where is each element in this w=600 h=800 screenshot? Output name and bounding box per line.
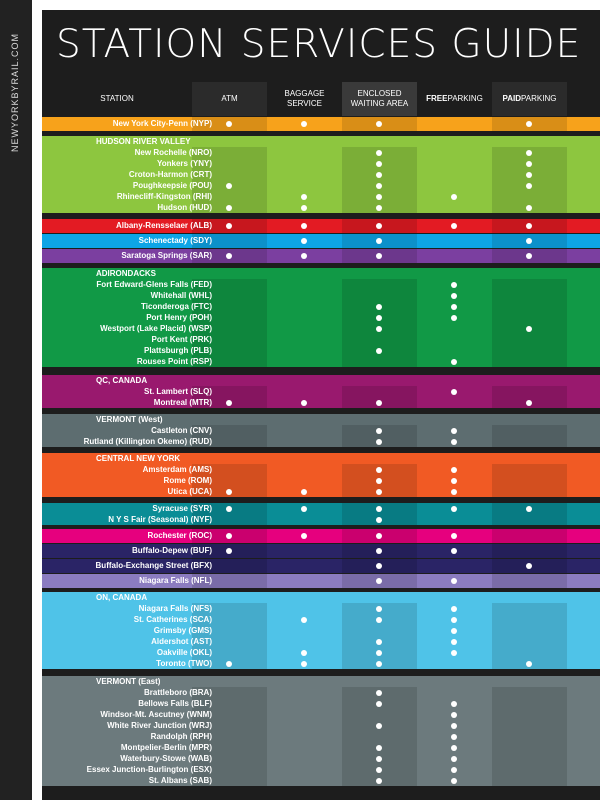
column-shade [492,625,567,636]
station-row [42,117,600,131]
column-shade [492,386,567,397]
column-shade [492,425,567,436]
station-row [42,742,600,753]
service-dot-paid [526,172,532,178]
service-dot-enc [376,238,382,244]
station-row [42,731,600,742]
station-row [42,647,600,658]
region-name: CENTRAL NEW YORK [96,454,181,463]
station-name: Windsor-Mt. Ascutney (WNM) [100,710,212,719]
column-shade [492,290,567,301]
service-dot-free [451,756,457,762]
service-dot-free [451,282,457,288]
service-dot-atm [226,661,232,667]
column-shade [342,279,417,290]
station-row [42,475,600,486]
station-row [42,334,600,345]
station-row [42,614,600,625]
service-dot-enc [376,533,382,539]
column-shade [492,529,567,543]
station-name: Poughkeepsie (POU) [132,181,212,190]
column-shade [492,709,567,720]
service-dot-enc [376,304,382,310]
station-row [42,234,600,248]
region-header-row [42,375,600,386]
service-dot-enc [376,161,382,167]
column-shade [342,334,417,345]
service-dot-atm [226,183,232,189]
station-row [42,180,600,191]
station-name: New Rochelle (NRO) [134,148,212,157]
station-name: Bellows Falls (BLF) [138,699,212,708]
station-row [42,356,600,367]
service-dot-bag [301,253,307,259]
column-shade [492,464,567,475]
service-dot-bag [301,194,307,200]
service-dot-enc [376,194,382,200]
station-row [42,559,600,573]
station-row [42,709,600,720]
station-row [42,202,600,213]
station-row [42,658,600,669]
service-dot-bag [301,121,307,127]
station-row [42,169,600,180]
station-row [42,279,600,290]
column-shade [492,345,567,356]
service-dot-bag [301,661,307,667]
column-shade [492,475,567,486]
service-dot-atm [226,400,232,406]
header-paid-bold: PAID [502,94,522,103]
column-shade [492,720,567,731]
station-name: Rhinecliff-Kingston (RHI) [116,192,212,201]
column-shade [492,636,567,647]
service-dot-enc [376,400,382,406]
header-paid-rest: PARKING [521,94,557,103]
service-dot-enc [376,326,382,332]
column-shade [342,625,417,636]
station-name: Niagara Falls (NFS) [138,604,212,613]
station-name: New York City-Penn (NYP) [112,119,212,128]
column-shade [492,775,567,786]
service-dot-paid [526,161,532,167]
service-dot-bag [301,205,307,211]
column-shade [492,436,567,447]
service-dot-free [451,606,457,612]
column-shade [492,334,567,345]
service-dot-free [451,639,457,645]
column-shade [342,709,417,720]
service-dot-free [451,194,457,200]
service-dot-enc [376,756,382,762]
service-dot-free [451,745,457,751]
service-dot-free [451,467,457,473]
station-row [42,219,600,233]
column-shade [492,544,567,558]
service-dot-atm [226,223,232,229]
station-name: Syracuse (SYR) [152,504,212,513]
station-row [42,753,600,764]
service-dot-paid [526,238,532,244]
service-dot-paid [526,326,532,332]
service-dot-paid [526,563,532,569]
station-name: Montreal (MTR) [153,398,212,407]
station-name: Schenectady (SDY) [138,236,212,245]
station-name: Rochester (ROC) [147,531,212,540]
station-name: Buffalo-Depew (BUF) [132,546,212,555]
service-dot-atm [226,548,232,554]
service-dot-enc [376,478,382,484]
station-row [42,764,600,775]
region-name: ON, CANADA [96,593,148,602]
station-row [42,158,600,169]
service-dot-free [451,293,457,299]
service-dot-free [451,315,457,321]
service-dot-enc [376,439,382,445]
service-dot-enc [376,563,382,569]
station-name: Port Kent (PRK) [151,335,212,344]
service-dot-bag [301,533,307,539]
station-name: Niagara Falls (NFL) [139,576,212,585]
region-name: HUDSON RIVER VALLEY [96,137,191,146]
column-shade [492,356,567,367]
service-dot-free [451,223,457,229]
table-header [42,82,600,116]
station-row [42,514,600,525]
station-name: Essex Junction-Burlington (ESX) [86,765,212,774]
service-dot-enc [376,428,382,434]
station-name: Toronto (TWO) [156,659,212,668]
region-name: VERMONT (East) [96,677,161,686]
service-dot-atm [226,533,232,539]
station-name: Utica (UCA) [167,487,212,496]
column-shade [492,687,567,698]
service-dot-bag [301,506,307,512]
service-dot-enc [376,578,382,584]
station-name: Brattleboro (BRA) [144,688,212,697]
service-dot-enc [376,650,382,656]
service-dot-bag [301,238,307,244]
column-shade [492,698,567,709]
column-shade [492,742,567,753]
column-shade [492,753,567,764]
service-dot-free [451,304,457,310]
station-name: Grimsby (GMS) [153,626,212,635]
station-row [42,301,600,312]
station-name: Aldershot (AST) [151,637,212,646]
station-row [42,345,600,356]
station-name: N Y S Fair (Seasonal) (NYF) [108,515,212,524]
station-name: Oakville (OKL) [156,648,212,657]
column-shade [492,731,567,742]
station-name: White River Junction (WRJ) [107,721,212,730]
station-name: Montpelier-Berlin (MPR) [120,743,212,752]
station-row [42,486,600,497]
column-shade [342,290,417,301]
station-row [42,323,600,334]
service-dot-enc [376,548,382,554]
service-dot-enc [376,506,382,512]
station-row [42,544,600,558]
service-dot-free [451,767,457,773]
region-header-row [42,676,600,687]
service-dot-free [451,478,457,484]
column-shade [492,603,567,614]
station-row [42,312,600,323]
station-name: Port Henry (POH) [146,313,212,322]
station-row [42,397,600,408]
column-shade [492,574,567,588]
column-shade [492,279,567,290]
service-dot-free [451,723,457,729]
service-dot-enc [376,661,382,667]
service-dot-enc [376,467,382,473]
service-dot-free [451,628,457,634]
station-row [42,687,600,698]
station-name: Westport (Lake Placid) (WSP) [100,324,212,333]
station-name: Yonkers (YNY) [157,159,212,168]
service-dot-bag [301,489,307,495]
header-free-bold: FREE [426,94,448,103]
service-dot-enc [376,639,382,645]
region-header-row [42,136,600,147]
station-row [42,603,600,614]
service-dot-enc [376,121,382,127]
station-name: St. Lambert (SLQ) [143,387,212,396]
station-name: St. Albans (SAB) [148,776,212,785]
service-dot-free [451,617,457,623]
station-row [42,529,600,543]
service-dot-free [451,778,457,784]
service-dot-free [451,734,457,740]
column-shade [492,191,567,202]
service-dot-paid [526,400,532,406]
station-name: Albany-Rensselaer (ALB) [115,221,212,230]
service-dot-free [451,578,457,584]
column-shade [492,647,567,658]
station-row [42,147,600,158]
service-dot-free [451,548,457,554]
service-dot-bag [301,400,307,406]
service-dot-enc [376,606,382,612]
service-dot-paid [526,150,532,156]
station-row [42,636,600,647]
station-row [42,503,600,514]
column-shade [342,731,417,742]
service-dot-free [451,489,457,495]
service-dot-enc [376,315,382,321]
page-title: STATION SERVICES GUIDE [56,22,582,67]
service-dot-free [451,389,457,395]
station-row [42,720,600,731]
service-dot-paid [526,183,532,189]
side-website-text: NEWYORKBYRAIL.COM [10,32,20,152]
station-name: Whitehall (WHL) [150,291,212,300]
column-shade [492,486,567,497]
station-row [42,191,600,202]
service-dot-enc [376,172,382,178]
service-dot-enc [376,617,382,623]
service-dot-free [451,428,457,434]
service-dot-enc [376,489,382,495]
station-name: Croton-Harmon (CRT) [128,170,212,179]
service-dot-atm [226,253,232,259]
station-name: Fort Edward-Glens Falls (FED) [96,280,212,289]
service-dot-free [451,712,457,718]
service-dot-atm [226,205,232,211]
station-row [42,425,600,436]
service-dot-enc [376,223,382,229]
station-name: Rome (ROM) [163,476,212,485]
header-baggage: BAGGAGE SERVICE [284,89,325,108]
header-free-rest: PARKING [447,94,483,103]
station-row [42,574,600,588]
station-name: Amsterdam (AMS) [142,465,212,474]
header-enclosed: ENCLOSED WAITING AREA [342,82,417,116]
station-name: Hudson (HUD) [157,203,212,212]
service-dot-free [451,506,457,512]
service-dot-atm [226,121,232,127]
station-row [42,249,600,263]
station-name: Ticonderoga (FTC) [141,302,212,311]
service-dot-enc [376,253,382,259]
column-shade [492,514,567,525]
service-dot-free [451,650,457,656]
station-row [42,386,600,397]
service-dot-paid [526,205,532,211]
service-dot-paid [526,506,532,512]
service-dot-atm [226,489,232,495]
station-row [42,464,600,475]
service-dot-enc [376,205,382,211]
column-shade [492,312,567,323]
service-dot-bag [301,223,307,229]
region-name: VERMONT (West) [96,415,163,424]
header-atm: ATM [192,82,267,116]
station-row [42,775,600,786]
region-name: ADIRONDACKS [96,269,156,278]
side-strip [0,0,32,800]
service-dot-enc [376,767,382,773]
service-dot-free [451,359,457,365]
station-name: St. Catherines (SCA) [133,615,212,624]
service-dot-free [451,439,457,445]
service-dot-paid [526,223,532,229]
column-shade [342,356,417,367]
column-shade [492,764,567,775]
service-dot-free [451,533,457,539]
region-header-row [42,592,600,603]
region-header-row [42,268,600,279]
station-name: Buffalo-Exchange Street (BFX) [95,561,212,570]
region-header-row [42,414,600,425]
service-dot-enc [376,183,382,189]
service-dot-enc [376,517,382,523]
region-name: QC, CANADA [96,376,148,385]
service-dot-free [451,701,457,707]
station-name: Saratoga Springs (SAR) [121,251,212,260]
station-row [42,290,600,301]
station-name: Randolph (RPH) [150,732,212,741]
service-dot-bag [301,650,307,656]
station-name: Rouses Point (RSP) [136,357,212,366]
station-name: Castleton (CNV) [151,426,212,435]
service-dot-paid [526,661,532,667]
station-name: Rutland (Killington Okemo) (RUD) [83,437,212,446]
service-dot-paid [526,121,532,127]
column-shade [492,614,567,625]
station-row [42,698,600,709]
service-dot-enc [376,701,382,707]
service-dot-bag [301,617,307,623]
region-header-row [42,453,600,464]
header-free-parking [417,82,492,116]
service-dot-paid [526,253,532,259]
column-shade [342,386,417,397]
station-row [42,625,600,636]
header-paid-parking [492,82,567,116]
service-dot-enc [376,723,382,729]
header-station: STATION [100,94,134,103]
service-dot-enc [376,745,382,751]
service-dot-enc [376,778,382,784]
station-name: Waterbury-Stowe (WAB) [120,754,212,763]
station-row [42,436,600,447]
station-name: Plattsburgh (PLB) [144,346,212,355]
service-dot-enc [376,348,382,354]
column-shade [492,301,567,312]
service-dot-enc [376,150,382,156]
service-dot-atm [226,506,232,512]
service-dot-enc [376,690,382,696]
